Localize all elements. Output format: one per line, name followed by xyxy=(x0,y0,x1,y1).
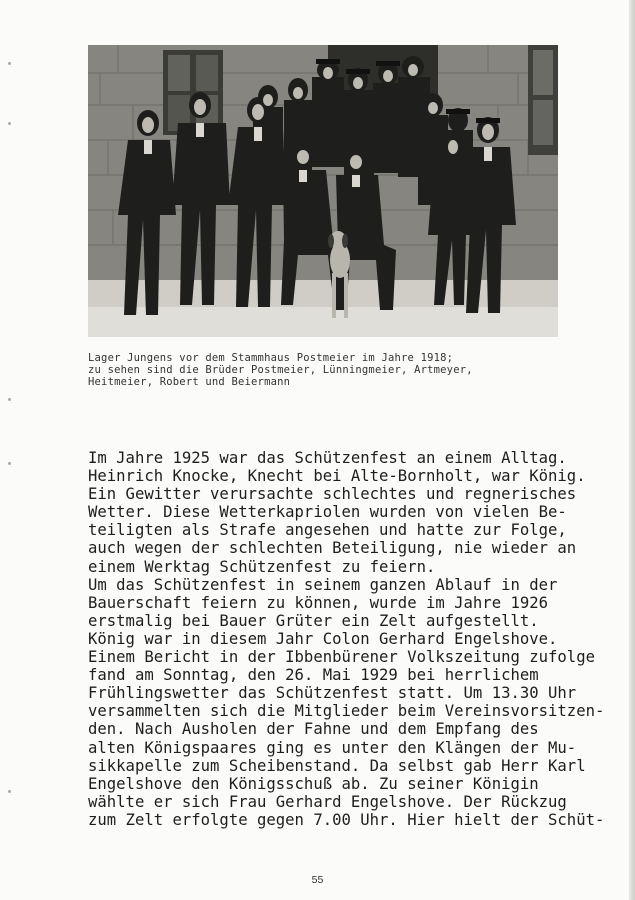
page-number: 55 xyxy=(311,874,324,886)
group-photo-icon xyxy=(88,45,558,337)
body-line: den. Nach Ausholen der Fahne und dem Empfang des xyxy=(88,720,539,739)
body-line: Bauerschaft feiern zu können, wurde im Jahre 1926 xyxy=(88,593,549,612)
body-line: zum Zelt erfolgte gegen 7.00 Uhr. Hier hielt der Schüt- xyxy=(88,810,605,829)
body-text xyxy=(88,449,605,829)
body-line: Ein Gewitter verursachte schlechtes und regnerisches xyxy=(88,485,577,504)
body-line: Frühlingswetter das Schützenfest statt. Um 13.30 Uhr xyxy=(88,684,577,703)
body-line: fand am Sonntag, den 26. Mai 1929 bei herrlichem xyxy=(88,666,539,685)
photo-caption xyxy=(88,352,558,388)
body-line: erstmalig bei Bauer Grüter ein Zelt aufgestellt. xyxy=(88,611,539,630)
margin-speck xyxy=(8,122,11,125)
body-line: auch wegen der schlechten Beteiligung, nie wieder an xyxy=(88,539,577,558)
margin-speck xyxy=(8,62,11,65)
body-line: teiligten als Strafe angesehen und hatte zur Folge, xyxy=(88,521,567,540)
body-line: alten Königspaares ging es unter den Klängen der Mu- xyxy=(88,738,577,757)
body-line: König war in diesem Jahr Colon Gerhard Engelshove. xyxy=(88,629,558,648)
body-line: Einem Bericht in der Ibbenbürener Volkszeitung zufolge xyxy=(88,648,595,667)
body-line: wählte er sich Frau Gerhard Engelshove. Der Rückzug xyxy=(88,792,567,811)
body-line: sikkapelle zum Scheibenstand. Da selbst gab Herr Karl xyxy=(88,756,586,775)
group-photo xyxy=(88,45,558,337)
body-line: Im Jahre 1925 war das Schützenfest an einem Alltag. xyxy=(88,449,567,467)
page-edge xyxy=(629,0,635,900)
caption-line: zu sehen sind die Brüder Postmeier, Lünningmeier, Artmeyer, xyxy=(88,364,473,376)
body-line: versammelten sich die Mitglieder beim Vereinsvorsitzen- xyxy=(88,702,605,721)
margin-speck xyxy=(8,462,11,465)
body-line: Um das Schützenfest in seinem ganzen Ablauf in der xyxy=(88,575,558,594)
margin-speck xyxy=(8,790,11,793)
body-line: Heinrich Knocke, Knecht bei Alte-Bornholt, war König. xyxy=(88,467,586,486)
body-line: Engelshove den Königsschuß ab. Zu seiner Königin xyxy=(88,774,539,793)
body-line: einem Werktag Schützenfest zu feiern. xyxy=(88,557,436,576)
margin-speck xyxy=(8,398,11,401)
caption-line: Heitmeier, Robert und Beiermann xyxy=(88,376,291,388)
body-line: Wetter. Diese Wetterkapriolen wurden von vielen Be- xyxy=(88,503,567,522)
caption-line: Lager Jungens vor dem Stammhaus Postmeier im Jahre 1918; xyxy=(88,352,454,364)
